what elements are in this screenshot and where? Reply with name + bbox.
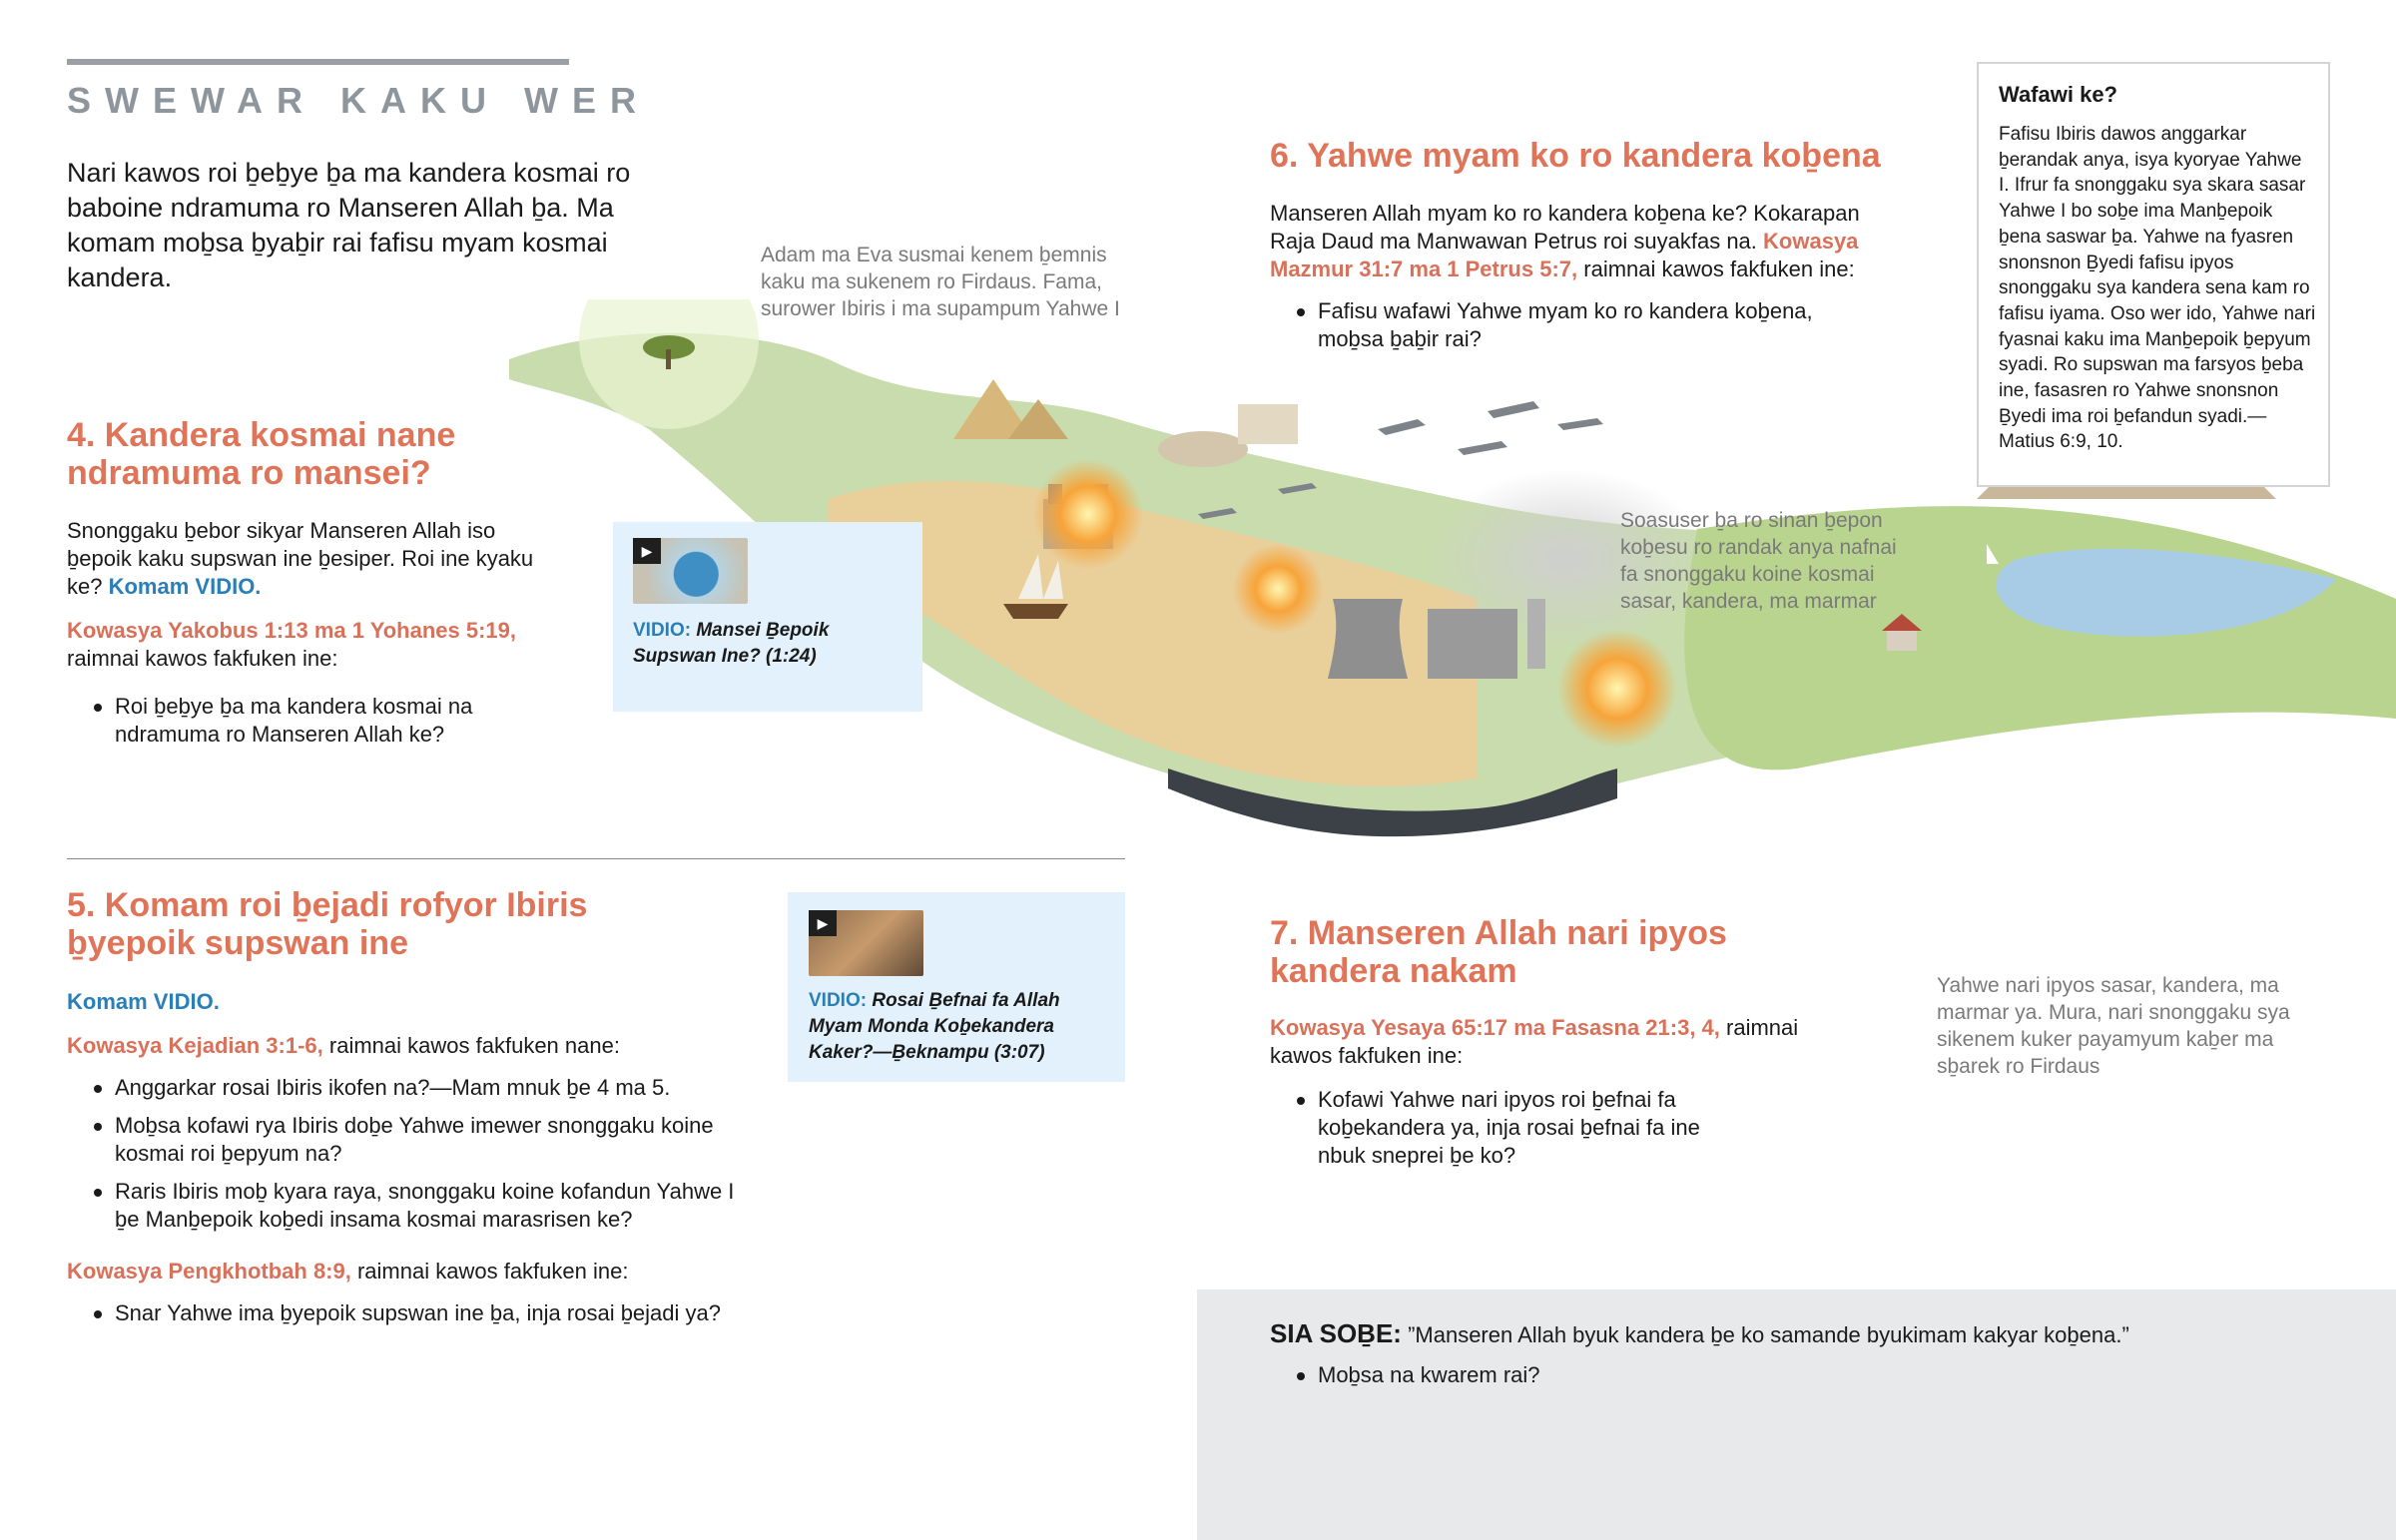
section-divider	[67, 858, 1125, 859]
section-7-reading	[1270, 1014, 1849, 1070]
video-thumbnail[interactable]	[633, 538, 748, 604]
section-4-body	[67, 517, 566, 601]
list-item: Moḇsa na kwarem rai?	[1270, 1361, 2168, 1389]
section-4-video-link[interactable]: Komam VIDIO.	[108, 574, 262, 599]
paradise-caption: Yahwe nari ipyos sasar, kandera, ma marmar ya. Mura, nari snonggaku sya sikenem kuker payamyum kaḇer ma sḇarek ro Firdaus	[1937, 974, 2290, 1078]
play-icon[interactable]: ▶	[633, 538, 661, 564]
section-7-reading-ref[interactable]: Kowasya Yesaya 65:17 ma Fasasna 21:3, 4,	[1270, 1015, 1720, 1040]
section-5-video-card[interactable]	[788, 892, 1125, 1082]
section-6-reading-text: raimnai kawos fakfuken ine:	[1583, 257, 1855, 281]
section-5-reading-1-ref[interactable]: Kowasya Kejadian 3:1-6,	[67, 1033, 323, 1058]
video-label: VIDIO:	[633, 620, 692, 641]
section-5-reading-1	[67, 1032, 786, 1060]
section-6-body	[1270, 200, 1889, 283]
did-you-know-body: Fafisu Ibiris dawos anggarkar ḇerandak anya, isya kyoryae Yahwe I. Ifrur fa snonggaku sya skara sasar Yahwe I bo soḇe ima Manḇepoik ḇena saswar ḇa. Yahwe na fyasren snonsnon Ḇyedi fafisu ipyos snonggaku sya kandera sena kam ro fafisu iyama. Oso wer ido, Yahwe nari fyasnai kaku ima Manḇepoik ḇepyum syadi. Ro supswan ma farsyos ḇeba ine, fasasren ro Yahwe snonsnon Ḇyedi ima roi ḇefandun syadi.—Matius 6:9, 10.	[1999, 124, 2316, 453]
list-item: Raris Ibiris moḇ kyara raya, snonggaku koine kofandun Yahwe I ḇe Manḇepoik koḇedi insama kosmai marasrisen ke?	[67, 1178, 756, 1234]
section-7-questions	[1270, 1086, 1709, 1180]
section-4-reading-ref[interactable]: Kowasya Yakobus 1:13 ma 1 Yohanes 5:19,	[67, 618, 517, 643]
video-thumbnail[interactable]	[809, 910, 923, 976]
section-5-questions-1	[67, 1074, 756, 1244]
video-title: Mansei Ḇepoik Supswan Ine? (1:24)	[633, 620, 830, 667]
play-icon[interactable]: ▶	[809, 910, 837, 936]
section-4-reading-text: raimnai kawos fakfuken ine:	[67, 646, 338, 671]
section-6-paragraph: Manseren Allah myam ko ro kandera koḇena ke? Kokarapan Raja Daud ma Manwawan Petrus roi suyakfas na.	[1270, 201, 1860, 254]
list-item: Moḇsa kofawi rya Ibiris doḇe Yahwe imewer snonggaku koine kosmai roi ḇepyum na?	[67, 1112, 756, 1168]
section-7-reading-text: raimnai kawos fakfuken ine:	[1270, 1015, 1799, 1068]
section-6-reading-ref[interactable]: Kowasya Mazmur 31:7 ma 1 Petrus 5:7,	[1270, 229, 1859, 281]
section-5-title: 5. Komam roi ḇejadi rofyor Ibiris ḇyepoik supswan ine	[67, 886, 588, 962]
video-title: Rosai Ḇefnai fa Allah Myam Monda Koḇekandera Kaker?—Ḇeknampu (3:07)	[809, 990, 1060, 1063]
section-kicker: SWEWAR KAKU WER	[67, 80, 650, 121]
intro-paragraph: Nari kawos roi ḇeḇye ḇa ma kandera kosmai ro baboine ndramuma ro Manseren Allah ḇa. Ma komam moḇsa ḇyaḇir rai fafisu myam kosmai kandera.	[67, 158, 631, 292]
section-7-title: 7. Manseren Allah nari ipyos kandera nakam	[1270, 914, 1727, 990]
summary-quote: ”Manseren Allah byuk kandera ḇe ko samande byukimam kakyar koḇena.”	[1408, 1322, 2129, 1347]
section-5-questions-2	[67, 1299, 786, 1337]
summary-line	[1270, 1319, 2368, 1349]
section-5-reading-2-ref[interactable]: Kowasya Pengkhotbah 8:9,	[67, 1259, 351, 1283]
section-4-title: 4. Kandera kosmai nane ndramuma ro mansei?	[67, 416, 456, 492]
section-6-title: 6. Yahwe myam ko ro kandera koḇena	[1270, 137, 1881, 175]
list-item: Kofawi Yahwe nari ipyos roi ḇefnai fa koḇekandera ya, inja rosai ḇefnai fa ine nbuk sneprei ḇe ko?	[1270, 1086, 1709, 1170]
summary-questions	[1270, 1361, 2168, 1399]
header-rule	[67, 59, 569, 65]
section-6-questions	[1270, 297, 1849, 363]
section-4-video-card[interactable]	[613, 522, 922, 712]
eden-caption: Adam ma Eva susmai kenem ḇemnis kaku ma sukenem ro Firdaus. Fama, surower Ibiris i ma supampum Yahwe I	[761, 244, 1120, 320]
video-caption	[633, 618, 902, 670]
section-4-reading	[67, 617, 566, 673]
section-5-reading-1-text: raimnai kawos fakfuken nane:	[328, 1033, 620, 1058]
section-5-reading-2-text: raimnai kawos fakfuken ine:	[356, 1259, 629, 1283]
video-caption	[809, 988, 1108, 1066]
section-4-questions	[67, 693, 526, 759]
section-5-reading-2	[67, 1258, 786, 1285]
did-you-know-title: Wafawi ke?	[1999, 82, 2117, 107]
list-item: Snar Yahwe ima ḇyepoik supswan ine ḇa, inja rosai ḇejadi ya?	[67, 1299, 786, 1327]
war-caption: Soasuser ḇa ro sinan ḇepon koḇesu ro randak anya nafnai fa snonggaku koine kosmai sasar, kandera, ma marmar	[1620, 509, 1897, 613]
summary-label: SIA SOḆE:	[1270, 1318, 1402, 1348]
section-4-paragraph: Snonggaku ḇebor sikyar Manseren Allah iso ḇepoik kaku supswan ine ḇesiper. Roi ine kyaku ke?	[67, 518, 534, 599]
list-item: Roi ḇeḇye ḇa ma kandera kosmai na ndramuma ro Manseren Allah ke?	[67, 693, 526, 749]
list-item: Anggarkar rosai Ibiris ikofen na?—Mam mnuk ḇe 4 ma 5.	[67, 1074, 756, 1102]
list-item: Fafisu wafawi Yahwe myam ko ro kandera koḇena, moḇsa ḇaḇir rai?	[1270, 297, 1849, 353]
section-5-video-link[interactable]: Komam VIDIO.	[67, 989, 220, 1014]
did-you-know-box	[1977, 62, 2330, 487]
video-label: VIDIO:	[809, 990, 868, 1011]
summary-panel	[1197, 1289, 2396, 1540]
